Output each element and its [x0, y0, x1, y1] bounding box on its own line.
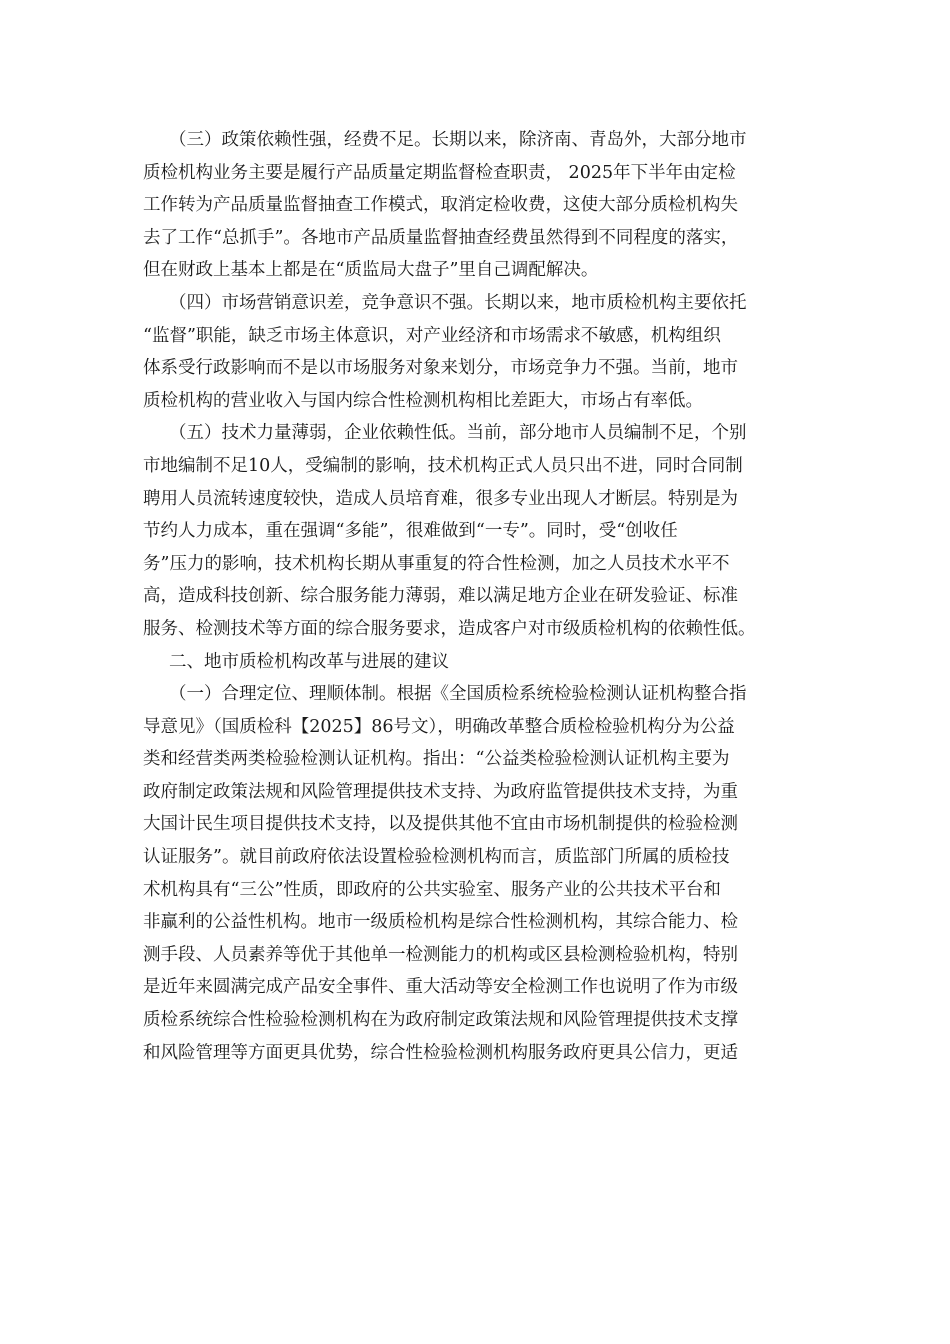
text-line: 非赢利的公益性机构。地市一级质检机构是综合性检测机构，其综合能力、检: [143, 912, 738, 933]
text-line: 去了工作“总抓手”。各地市产品质量监督抽查经费虽然得到不同程度的落实，: [143, 227, 739, 248]
text-line: 是近年来圆满完成产品安全事件、重大活动等安全检测工作也说明了作为市级: [143, 977, 738, 998]
text-line: 聘用人员流转速度较快，造成人员培育难，很多专业出现人才断层。特别是为: [143, 488, 738, 509]
text-line: （三）政策依赖性强，经费不足。长期以来，除济南、青岛外，大部分地市: [169, 130, 747, 150]
text-line: 质检系统综合性检验检测机构在为政府制定政策法规和风险管理提供技术支撑: [143, 1010, 738, 1031]
document-body: [143, 124, 809, 1069]
text-line: （一）合理定位、理顺体制。根据《全国质检系统检验检测认证机构整合指: [169, 684, 747, 705]
text-line: 类和经营类两类检验检测认证机构。指出：“公益类检验检测认证机构主要为: [143, 749, 730, 770]
text-line: 认证服务”。就目前政府依法设置检验检测机构而言，质监部门所属的质检技: [143, 847, 730, 868]
text-line: 和风险管理等方面更具优势，综合性检验检测机构服务政府更具公信力，更适: [143, 1042, 738, 1063]
text-line: 二、地市质检机构改革与进展的建议: [169, 651, 449, 672]
text-line: 节约人力成本，重在强调“多能”，很难做到“一专”。同时，受“创收任: [143, 521, 678, 542]
text-line: （五）技术力量薄弱，企业依赖性低。当前，部分地市人员编制不足，个别: [169, 423, 747, 444]
text-line: 工作转为产品质量监督抽查工作模式，取消定检收费，这使大部分质检机构失: [143, 195, 738, 216]
text-line: 质检机构的营业收入与国内综合性检测机构相比差距大，市场占有率低。: [143, 390, 703, 411]
text-line: （四）市场营销意识差，竞争意识不强。长期以来，地市质检机构主要依托: [169, 292, 747, 313]
text-line: 大国计民生项目提供技术支持，以及提供其他不宜由市场机制提供的检验检测: [143, 814, 738, 835]
text-line: 体系受行政影响而不是以市场服务对象来划分，市场竞争力不强。当前，地市: [143, 358, 738, 379]
text-line: 质检机构业务主要是履行产品质量定期监督检查职责， 2025年下半年由定检: [143, 162, 736, 183]
text-line: 但在财政上基本上都是在“质监局大盘子”里自己调配解决。: [143, 260, 599, 281]
text-line: 术机构具有“三公”性质，即政府的公共实验室、服务产业的公共技术平台和: [143, 879, 721, 900]
text-line: 测手段、人员素养等优于其他单一检测能力的机构或区县检测检验机构，特别: [143, 944, 738, 965]
text-line: 服务、检测技术等方面的综合服务要求，造成客户对市级质检机构的依赖性低。: [143, 618, 756, 639]
text-line: 市地编制不足10人，受编制的影响，技术机构正式人员只出不进，同时合同制: [143, 455, 743, 476]
text-line: 高，造成科技创新、综合服务能力薄弱，难以满足地方企业在研发验证、标准: [143, 586, 738, 607]
text-line: 导意见》（国质检科【2025】86号文），明确改革整合质检检验机构分为公益: [143, 716, 735, 737]
text-line: 政府制定政策法规和风险管理提供技术支持、为政府监管提供技术支持，为重: [143, 781, 738, 802]
text-line: “监督”职能，缺乏市场主体意识，对产业经济和市场需求不敏感，机构组织: [143, 325, 721, 346]
text-line: 务”压力的影响，技术机构长期从事重复的符合性检测，加之人员技术水平不: [143, 553, 730, 574]
